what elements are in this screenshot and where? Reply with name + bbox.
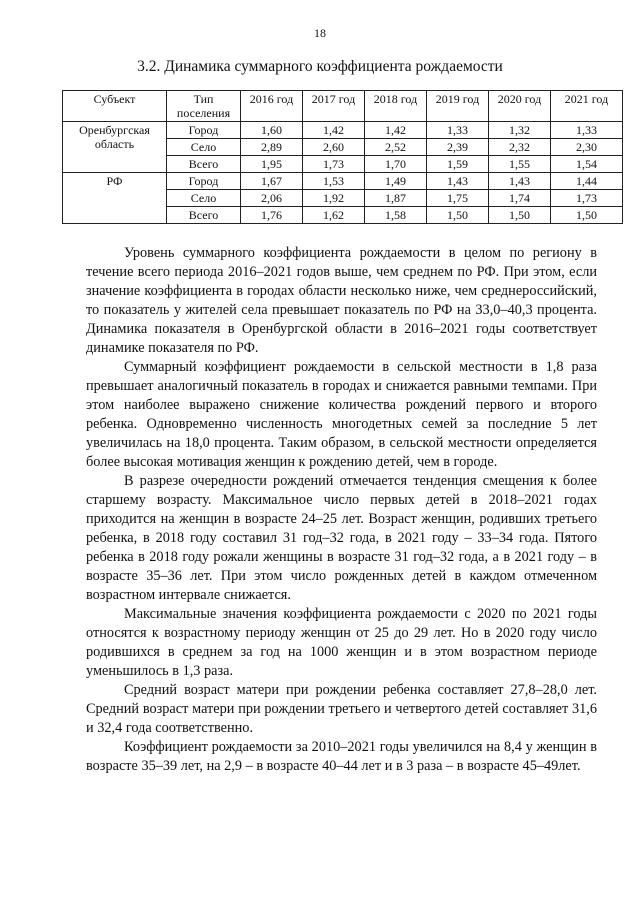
value-cell: 2,06	[241, 190, 303, 207]
header-settlement-type: Тип поселения	[167, 91, 241, 122]
value-cell: 2,60	[303, 139, 365, 156]
value-cell: 1,87	[365, 190, 427, 207]
header-year: 2021 год	[551, 91, 623, 122]
value-cell: 1,76	[241, 207, 303, 224]
value-cell: 1,70	[365, 156, 427, 173]
settlement-type-cell: Город	[167, 122, 241, 139]
value-cell: 1,62	[303, 207, 365, 224]
value-cell: 2,52	[365, 139, 427, 156]
paragraph: Уровень суммарного коэффициента рождаемости в целом по региону в течение всего периода 2016–2021 годов выше, чем среднем по РФ. При этом, если значение коэффициента в городах области несколько ниже, чем среднероссийский, то показатель у жителей села превышает показатель по РФ на 33,0–40,3 процента. Динамика показателя в Оренбургской области в 2016–2021 годы соответствует динамике показателя по РФ.	[86, 245, 597, 356]
value-cell: 1,42	[303, 122, 365, 139]
settlement-type-cell: Всего	[167, 156, 241, 173]
value-cell: 1,44	[551, 173, 623, 190]
header-subject: Субъект	[63, 91, 167, 122]
value-cell: 1,58	[365, 207, 427, 224]
table-row	[63, 173, 623, 190]
header-year: 2016 год	[241, 91, 303, 122]
fertility-rate-table	[62, 90, 623, 224]
value-cell: 1,50	[489, 207, 551, 224]
page-number: 18	[314, 26, 326, 40]
settlement-type-cell: Село	[167, 190, 241, 207]
paragraph: В разрезе очередности рождений отмечается тенденция смещения к более старшему возрасту. Максимальное число первых детей в 2018–2021 годах приходится на женщин в возрасте 24–25 лет. Возраст женщин, родивших третьего ребенка, в 2018 году составил 31 год–32 года, в 2021 году – 33–34 года. Пятого ребенка в 2018 году рожали женщины в возрасте 31 год–32 года, а в 2021 году – в возрасте 35–36 лет. При этом число рожденных детей в каждом отмеченном возрастном интервале снижается.	[86, 473, 597, 603]
paragraph: Средний возраст матери при рождении ребенка составляет 27,8–28,0 лет. Средний возраст матери при рождении третьего и четвертого детей составляет 31,6 и 32,4 года соответственно.	[86, 682, 597, 736]
settlement-type-cell: Всего	[167, 207, 241, 224]
value-cell: 1,49	[365, 173, 427, 190]
value-cell: 1,42	[365, 122, 427, 139]
header-year: 2017 год	[303, 91, 365, 122]
value-cell: 1,74	[489, 190, 551, 207]
header-year: 2019 год	[427, 91, 489, 122]
value-cell: 1,50	[427, 207, 489, 224]
value-cell: 1,92	[303, 190, 365, 207]
paragraph: Максимальные значения коэффициента рождаемости с 2020 по 2021 годы относятся к возрастному периоду женщин от 25 до 29 лет. Но в 2020 году число родившихся в среднем за год на 1000 женщин и в этом возрастном периоде уменьшилось в 1,3 раза.	[86, 606, 597, 679]
value-cell: 1,33	[427, 122, 489, 139]
body-text	[86, 244, 597, 776]
settlement-type-cell: Село	[167, 139, 241, 156]
value-cell: 1,60	[241, 122, 303, 139]
value-cell: 1,43	[489, 173, 551, 190]
value-cell: 1,73	[551, 190, 623, 207]
value-cell: 1,67	[241, 173, 303, 190]
table-header-row	[63, 91, 623, 122]
value-cell: 1,95	[241, 156, 303, 173]
value-cell: 2,89	[241, 139, 303, 156]
value-cell: 2,39	[427, 139, 489, 156]
value-cell: 1,50	[551, 207, 623, 224]
value-cell: 1,53	[303, 173, 365, 190]
value-cell: 1,32	[489, 122, 551, 139]
header-year: 2018 год	[365, 91, 427, 122]
subject-cell: Оренбургская область	[63, 122, 167, 173]
subject-cell: РФ	[63, 173, 167, 224]
value-cell: 1,75	[427, 190, 489, 207]
value-cell: 1,54	[551, 156, 623, 173]
section-title: 3.2. Динамика суммарного коэффициента рождаемости	[137, 58, 503, 75]
value-cell: 1,73	[303, 156, 365, 173]
value-cell: 1,55	[489, 156, 551, 173]
settlement-type-cell: Город	[167, 173, 241, 190]
table-row	[63, 122, 623, 139]
value-cell: 2,32	[489, 139, 551, 156]
paragraph: Коэффициент рождаемости за 2010–2021 годы увеличился на 8,4 у женщин в возрасте 35–39 лет, на 2,9 – в возрасте 40–44 лет и в 3 раза – в возрасте 45–49лет.	[86, 739, 597, 774]
value-cell: 2,30	[551, 139, 623, 156]
value-cell: 1,43	[427, 173, 489, 190]
value-cell: 1,59	[427, 156, 489, 173]
header-year: 2020 год	[489, 91, 551, 122]
paragraph: Суммарный коэффициент рождаемости в сельской местности в 1,8 раза превышает аналогичный показатель в городах и снижается равными темпами. При этом наиболее выражено снижение количества рождений первого и второго ребенка. Одновременно численность многодетных семей за последние 5 лет увеличилась на 18,0 процента. Таким образом, в сельской местности определяется более высокая мотивация женщин к рождению детей, чем в городе.	[86, 359, 597, 470]
value-cell: 1,33	[551, 122, 623, 139]
